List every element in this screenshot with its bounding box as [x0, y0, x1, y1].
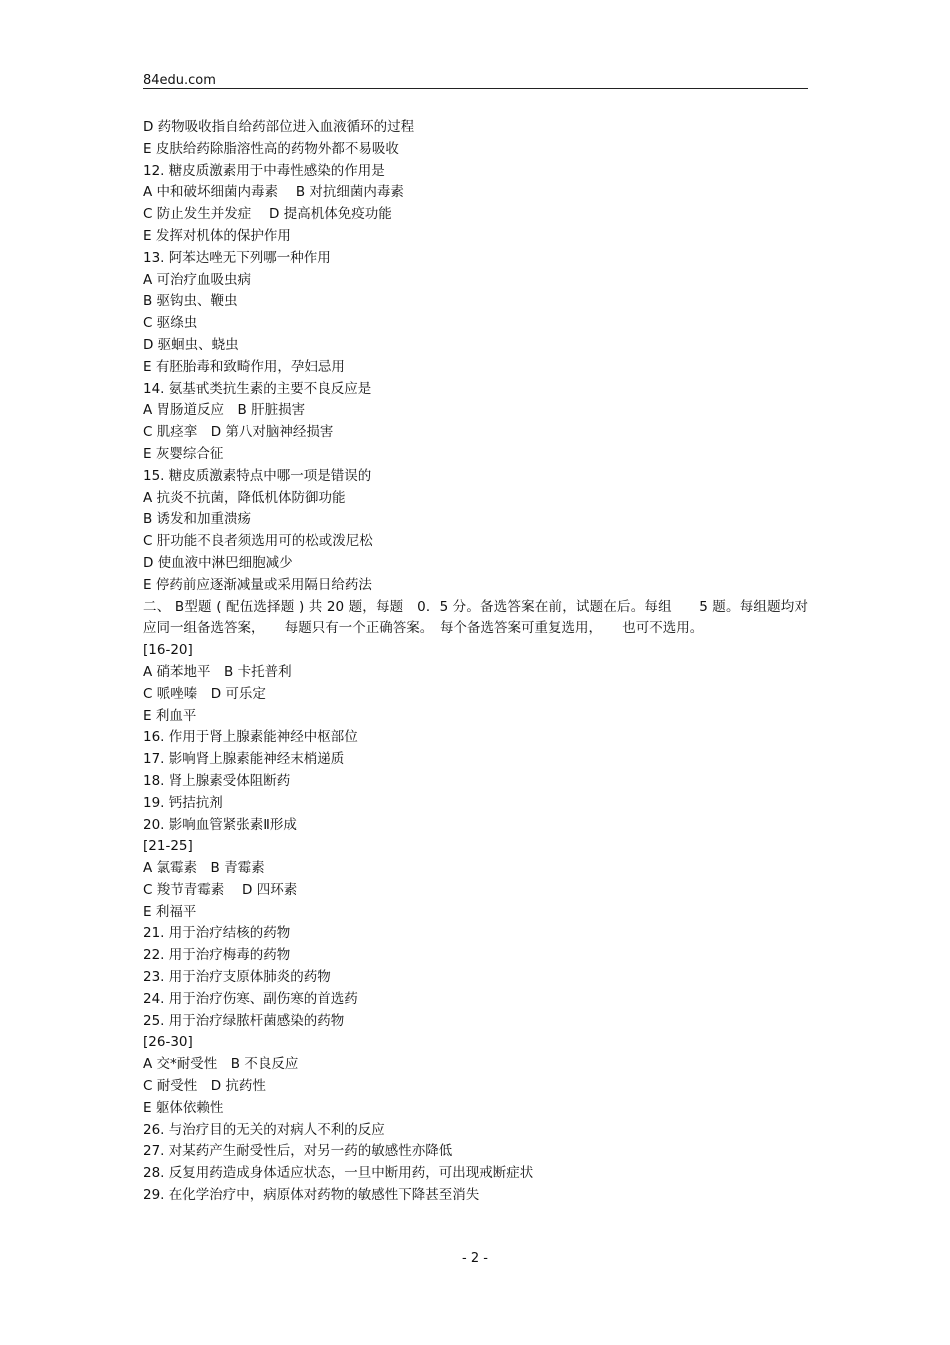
text-line: 17. 影响肾上腺素能神经末梢递质: [143, 751, 345, 768]
text-line: 14. 氨基甙类抗生素的主要不良反应是: [143, 380, 372, 397]
text-line: [21-25]: [143, 838, 193, 855]
text-line: C 哌唑嗪 D 可乐定: [143, 685, 266, 702]
text-line: 22. 用于治疗梅毒的药物: [143, 947, 291, 964]
text-line: C 羧节青霉素 D 四环素: [143, 881, 298, 898]
text-line: 27. 对某药产生耐受性后，对另一药的敏感性亦降低: [143, 1143, 453, 1160]
text-line: 25. 用于治疗绿脓杆菌感染的药物: [143, 1012, 345, 1029]
text-line: E 有胚胎毒和致畸作用，孕妇忌用: [143, 358, 345, 375]
text-line: E 发挥对机体的保护作用: [143, 227, 291, 244]
text-line: E 灰婴综合征: [143, 445, 224, 462]
text-line: E 利血平: [143, 707, 197, 724]
text-line: A 抗炎不抗菌，降低机体防御功能: [143, 489, 346, 506]
text-line: 29. 在化学治疗中，病原体对药物的敏感性下降甚至消失: [143, 1187, 480, 1204]
page-number: - 2 -: [462, 1251, 488, 1266]
text-line: 18. 肾上腺素受体阻断药: [143, 772, 291, 789]
text-line: A 氯霉素 B 青霉素: [143, 860, 265, 877]
text-line: B 诱发和加重溃疡: [143, 511, 252, 528]
text-line: 20. 影响血管紧张素Ⅱ形成: [143, 816, 297, 833]
text-line: [16-20]: [143, 642, 193, 659]
text-line: B 驱钩虫、鞭虫: [143, 293, 238, 310]
text-line: C 肌痉挛 D 第八对脑神经损害: [143, 424, 334, 441]
question-block-a: [143, 117, 808, 597]
text-line: 13. 阿苯达唑无下列哪一种作用: [143, 249, 331, 266]
text-line: 16. 作用于肾上腺素能神经中枢部位: [143, 729, 358, 746]
text-line: E 皮肤给药除脂溶性高的药物外都不易吸收: [143, 140, 399, 157]
text-line: A 硝苯地平 B 卡托普利: [143, 663, 292, 680]
text-line: [26-30]: [143, 1034, 193, 1051]
text-line: A 交*耐受性 B 不良反应: [143, 1056, 299, 1073]
text-line: 15. 糖皮质激素特点中哪一项是错误的: [143, 467, 372, 484]
question-block-b: [143, 640, 808, 1207]
text-line: E 躯体依赖性: [143, 1099, 224, 1116]
section-b-instructions: 二、 B型题 ( 配伍选择题 ) 共 20 题，每题 0．5 分。备选答案在前，试题在后。每组 5 题。每组题均对应同一组备选答案， 每题只有一个正确答案。 每个备选答案可重复选用， 也可不选用。: [143, 598, 808, 637]
text-line: A 中和破坏细菌内毒素 B 对抗细菌内毒素: [143, 184, 404, 201]
text-line: D 使血液中淋巴细胞减少: [143, 554, 293, 571]
text-line: E 利福平: [143, 903, 197, 920]
text-line: E 停药前应逐渐减量或采用隔日给药法: [143, 576, 372, 593]
text-line: 19. 钙拮抗剂: [143, 794, 223, 811]
text-line: D 驱蛔虫、蛲虫: [143, 336, 239, 353]
text-line: A 胃肠道反应 B 肝脏损害: [143, 402, 306, 419]
text-line: 24. 用于治疗伤寒、副伤寒的首选药: [143, 990, 358, 1007]
text-line: 28. 反复用药造成身体适应状态，一旦中断用药，可出现戒断症状: [143, 1165, 534, 1182]
text-line: A 可治疗血吸虫病: [143, 271, 252, 288]
text-line: D 药物吸收指自给药部位进入血液循环的过程: [143, 119, 415, 135]
text-line: C 耐受性 D 抗药性: [143, 1078, 266, 1095]
text-line: C 防止发生并发症 D 提高机体免疫功能: [143, 206, 392, 223]
page-header: [143, 69, 808, 89]
text-line: C 肝功能不良者须选用可的松或泼尼松: [143, 533, 373, 550]
document-body: [143, 117, 808, 1207]
text-line: 23. 用于治疗支原体肺炎的药物: [143, 969, 331, 986]
site-name: 84edu.com: [143, 73, 216, 88]
text-line: 12. 糖皮质激素用于中毒性感染的作用是: [143, 162, 385, 179]
text-line: 26. 与治疗目的无关的对病人不利的反应: [143, 1121, 385, 1138]
text-line: C 驱绦虫: [143, 315, 198, 332]
text-line: 21. 用于治疗结核的药物: [143, 925, 291, 942]
